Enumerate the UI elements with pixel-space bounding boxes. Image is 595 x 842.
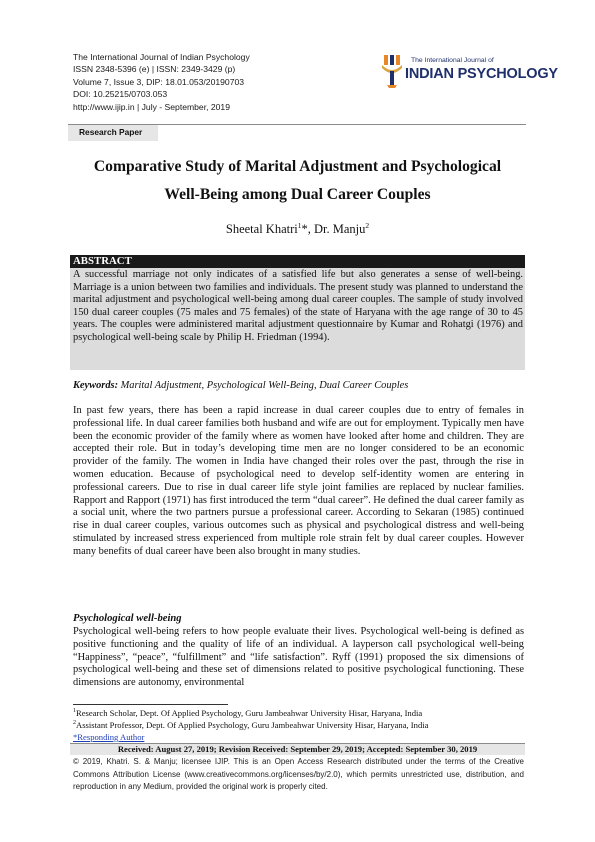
keywords: [73, 380, 523, 391]
issn: ISSN 2348-5396 (e) | ISSN: 2349-3429 (p): [73, 64, 236, 75]
author-1: Sheetal Khatri: [225, 222, 298, 237]
paper-title-line-1: Comparative Study of Marital Adjustment and Psychological: [93, 158, 502, 175]
paper-title-line-2: Well-Being among Dual Career Couples: [164, 186, 431, 203]
keywords-label: Keywords:: [73, 380, 119, 391]
footnote-1-mark: 1: [73, 708, 76, 715]
footnote-divider: [73, 704, 228, 705]
logo-big-text: INDIAN PSYCHOLOGY: [405, 66, 558, 82]
journal-name: The International Journal of Indian Psychology: [73, 52, 250, 62]
footnote-2: [73, 720, 428, 730]
section-paragraph: Psychological well-being refers to how people evaluate their lives. Psychological well-being is defined as positive functioning and the quality of life of an individual. A layperson call psychological well-being “Happiness”, “peace”, “fulfillment” and “life satisfaction”. Ryff (1991) proposed the six dimensions of psychological well-being and these set of dimensions related to positive psychological functioning. These dimensions are autonomy, environmental: [73, 626, 524, 689]
paper-type-tag: [68, 124, 158, 141]
corresponding-author-link[interactable]: *Responding Author: [73, 732, 145, 742]
url-date: http://www.ijip.in | July - September, 2019: [73, 101, 230, 112]
paper-type-label: Research Paper: [79, 127, 143, 137]
section-heading: Psychological well-being: [73, 613, 182, 624]
journal-header: [73, 51, 250, 113]
abstract-heading-bar: [70, 255, 525, 268]
author-2-mark: 2: [365, 221, 370, 230]
logo-small-text: The International Journal of: [411, 57, 494, 64]
received-dates: Received: August 27, 2019; Revision Received: September 29, 2019; Accepted: September 30, 2019: [117, 744, 478, 754]
copyright-notice: © 2019, Khatri. S. & Manju; licensee IJIP. This is an Open Access Research distributed under the terms of the Creative Commons Attribution License (www.creativecommons.org/licenses/by/2.0), which permits unrestricted use, distribution, and reproduction in any Medium, provided the original work is properly cited.: [73, 757, 524, 792]
author-2: Dr. Manju: [313, 222, 366, 237]
received-bar: [70, 743, 525, 755]
keywords-text: Marital Adjustment, Psychological Well-Being, Dual Career Couples: [120, 380, 409, 391]
footnote-1-text: Research Scholar, Dept. Of Applied Psychology, Guru Jambeahwar University Hisar, Haryana, India: [76, 708, 423, 718]
footnote-1: [73, 708, 422, 718]
intro-paragraph: In past few years, there has been a rapid increase in dual career couples due to entry of females in professional life. In dual career families both husband and wife are out for employment. Typically men have been the economic provider of the family where as women have looked after home and children. They are accepted their role. But in today’s developing time men are no longer considered to be an economic provider of the family. The women in India have changed their roles over the past, through the rise in women education. Because of psychological need to develop self-identity women are entering in professional careers. Due to rise in dual career life style joint families are replaced by nuclear families. Rapport and Rapport (1971) has first introduced the term “dual career”. He defined the dual career family as a social unit, where the two partners pursue a professional career. According to Sekaran (1985) continued rise in dual career couples, various outcomes such as physical and psychological distress and well-being stimulated by increased stress experienced from multiple role strain felt by dual career couples. However many benefits of dual career have been also brought in many studies.: [73, 405, 524, 557]
abstract-heading: ABSTRACT: [73, 255, 132, 267]
footnote-2-text: Assistant Professor, Dept. Of Applied Psychology, Guru Jambeahwar University Hisar, Haryana, India: [76, 720, 429, 730]
authors: [60, 221, 535, 237]
abstract-text: A successful marriage not only indicates of a satisfied life but also generates a sense of well-being. Marriage is a union between two families and individuals. The present study was planned to understand the marital adjustment and psychological well-being among dual career couples. The sample of study involved 150 dual career couples (75 males and 75 females) of the state of Haryana with the age range of 30 to 45 years. The couples were administered marital adjustment questionnaire by Kumar and Rohatgi (1976) and psychological well-being scale by Philip H. Friedman (1994).: [73, 269, 523, 343]
author-1-mark: 1: [297, 221, 302, 230]
volume-issue: Volume 7, Issue 3, DIP: 18.01.053/20190703: [73, 76, 245, 87]
author-1-star: *,: [301, 222, 314, 237]
footnote-2-mark: 2: [73, 720, 76, 727]
doi: DOI: 10.25215/0703.053: [73, 89, 168, 100]
